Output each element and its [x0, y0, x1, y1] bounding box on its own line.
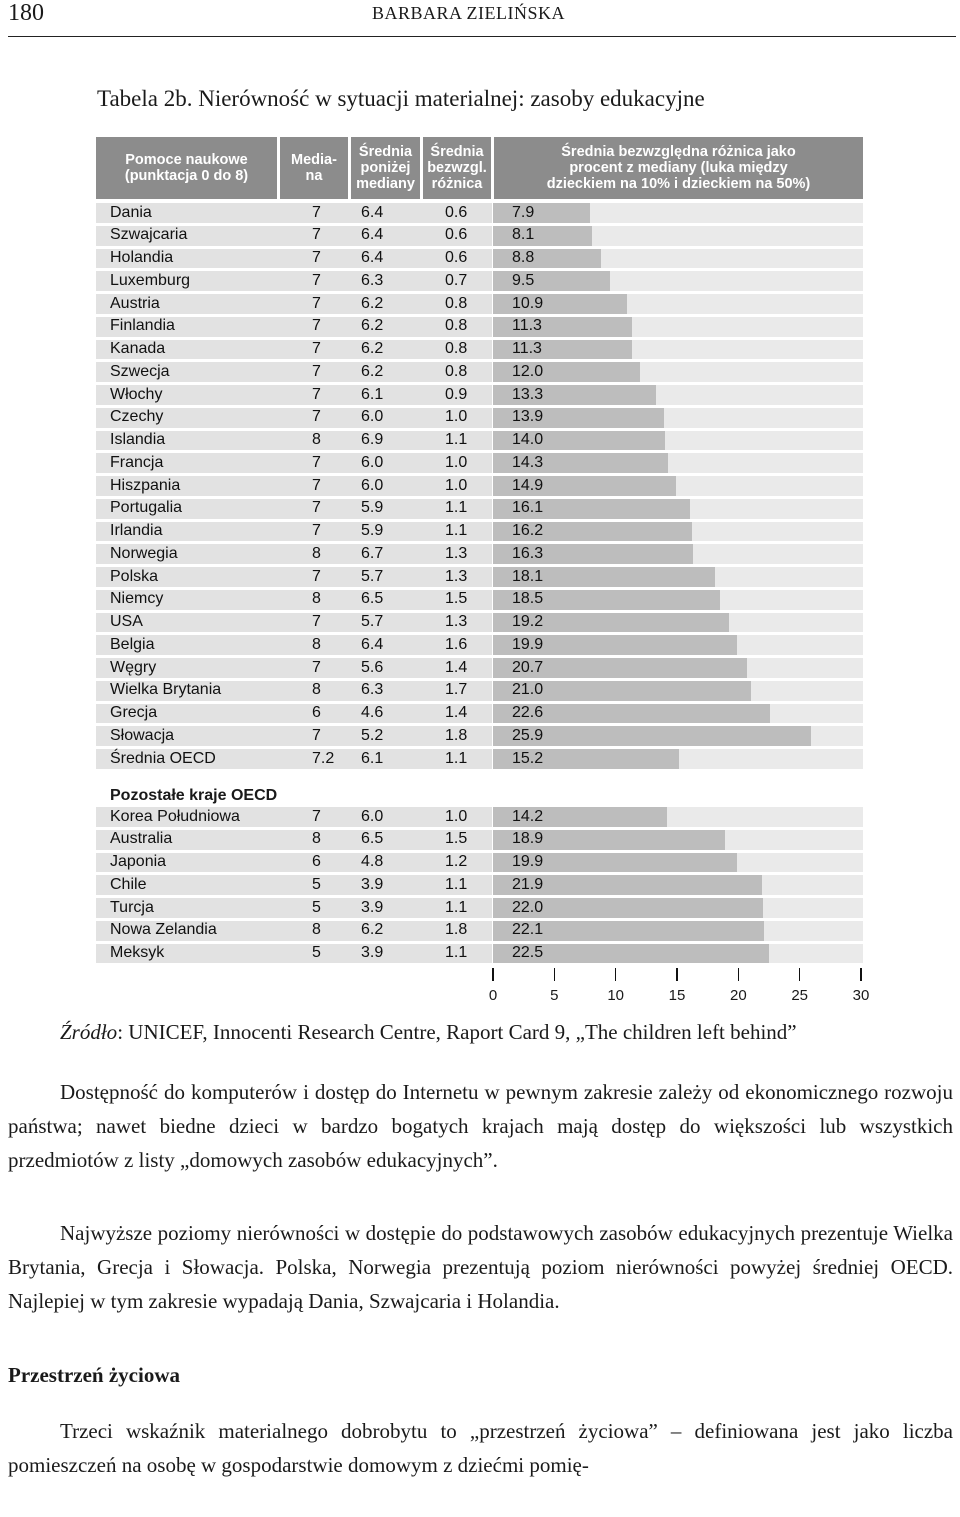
cell-median: 7: [312, 453, 321, 471]
gap-bar: [493, 271, 610, 291]
page-number: 180: [8, 0, 44, 26]
cell-abs-difference: 1.5: [445, 590, 468, 608]
cell-country: Polska: [110, 567, 159, 585]
cell-below-median: 3.9: [361, 944, 384, 961]
cell-median: 7: [312, 340, 321, 357]
cell-median: 6: [312, 704, 321, 721]
axis-tick-label: 5: [550, 987, 559, 1004]
cell-gap-value: 14.9: [512, 476, 544, 494]
cell-abs-difference: 0.7: [445, 271, 468, 289]
cell-below-median: 6.5: [361, 590, 384, 608]
cell-median: 8: [312, 431, 321, 448]
cell-country: Meksyk: [110, 944, 165, 961]
cell-below-median: 5.7: [361, 567, 384, 585]
cell-median: 8: [312, 544, 321, 562]
header-abs-difference-line: bezwzgl.: [427, 160, 487, 176]
cell-gap-value: 14.3: [512, 453, 544, 471]
axis-tick-label: 25: [791, 987, 808, 1004]
cell-gap-value: 13.3: [512, 385, 544, 403]
cell-median: 7: [312, 317, 321, 335]
cell-gap-value: 22.5: [512, 944, 544, 961]
axis-tick: [799, 968, 801, 981]
cell-below-median: 4.8: [361, 853, 384, 870]
cell-gap-value: 9.5: [512, 271, 535, 289]
cell-median: 5: [312, 898, 321, 916]
cell-country: Portugalia: [110, 499, 183, 517]
cell-country: Luxemburg: [110, 271, 191, 289]
cell-median: 8: [312, 635, 321, 653]
cell-median: 7: [312, 613, 321, 630]
cell-abs-difference: 1.0: [445, 807, 468, 825]
other-section-title: Pozostałe kraje OECD: [110, 787, 278, 804]
cell-below-median: 6.5: [361, 830, 384, 848]
table-row: [96, 875, 492, 895]
cell-abs-difference: 1.8: [445, 921, 468, 939]
cell-gap-value: 19.2: [512, 613, 544, 630]
running-head: [0, 0, 960, 40]
cell-abs-difference: 1.4: [445, 704, 468, 721]
cell-country: USA: [110, 613, 143, 630]
cell-country: Korea Południowa: [110, 807, 240, 825]
source-label: Źródło: [60, 1020, 118, 1044]
cell-gap-value: 18.9: [512, 830, 544, 848]
cell-country: Dania: [110, 203, 152, 221]
cell-below-median: 4.6: [361, 704, 384, 721]
axis-tick: [615, 968, 617, 981]
cell-median: 7: [312, 385, 321, 403]
cell-country: Włochy: [110, 385, 163, 403]
cell-below-median: 6.4: [361, 249, 384, 266]
cell-gap-value: 11.3: [512, 340, 542, 357]
table-row: [96, 203, 492, 223]
cell-gap-value: 13.9: [512, 408, 544, 426]
axis-tick-label: 10: [607, 987, 624, 1004]
header-below-median-line: poniżej: [360, 160, 411, 176]
cell-below-median: 6.0: [361, 408, 384, 426]
cell-abs-difference: 0.8: [445, 317, 468, 335]
cell-abs-difference: 1.1: [445, 431, 468, 448]
cell-median: 7: [312, 226, 321, 244]
header-gap-percent-line: Średnia bezwzględna różnica jako: [561, 144, 796, 160]
cell-median: 5: [312, 875, 321, 893]
cell-below-median: 6.4: [361, 635, 384, 653]
cell-median: 7: [312, 567, 321, 585]
cell-gap-value: 18.5: [512, 590, 544, 608]
cell-abs-difference: 1.1: [445, 499, 468, 517]
cell-abs-difference: 1.1: [445, 522, 468, 539]
cell-median: 7: [312, 294, 321, 312]
cell-gap-value: 22.0: [512, 898, 544, 916]
axis-tick: [676, 968, 678, 981]
cell-country: Finlandia: [110, 317, 175, 335]
cell-gap-value: 10.9: [512, 294, 544, 312]
cell-gap-value: 8.1: [512, 226, 535, 244]
cell-abs-difference: 0.6: [445, 249, 468, 266]
cell-median: 7: [312, 362, 321, 380]
cell-abs-difference: 0.8: [445, 340, 468, 357]
cell-median: 8: [312, 681, 321, 699]
cell-below-median: 5.7: [361, 613, 384, 630]
cell-gap-value: 11.3: [512, 317, 542, 335]
cell-below-median: 6.0: [361, 807, 384, 825]
cell-below-median: 6.2: [361, 294, 384, 312]
cell-abs-difference: 1.5: [445, 830, 468, 848]
paragraph-1: Dostępność do komputerów i dostęp do Internetu w pewnym zakresie zależy od ekonomicznego rozwoju państwa; nawet biedne dzieci w bardzo bogatych krajach mają dostęp do większości lub wszystkich przedmiotów z listy „domowych zasobów edukacyjnych”.: [8, 1080, 953, 1172]
axis-tick-label: 20: [729, 987, 747, 1004]
cell-median: 8: [312, 830, 321, 848]
cell-below-median: 6.4: [361, 226, 384, 244]
cell-gap-value: 14.2: [512, 807, 544, 825]
cell-below-median: 6.2: [361, 317, 384, 335]
cell-gap-value: 15.2: [512, 749, 544, 767]
paragraph-3: Trzeci wskaźnik materialnego dobrobytu to „przestrzeń życiowa” – definiowana jest jako liczba pomieszczeń na osobę w gospodarstwie domowym z dziećmi pomię-: [8, 1419, 953, 1477]
header-country-line: Pomoce naukowe: [125, 152, 248, 168]
cell-median: 7: [312, 408, 321, 426]
cell-abs-difference: 1.1: [445, 898, 468, 916]
cell-abs-difference: 0.9: [445, 385, 468, 403]
source-note: [60, 1020, 797, 1045]
cell-below-median: 6.2: [361, 340, 384, 357]
table-row: [96, 613, 492, 633]
cell-abs-difference: 1.0: [445, 453, 468, 471]
cell-gap-value: 8.8: [512, 249, 535, 266]
cell-gap-value: 16.2: [512, 522, 544, 539]
cell-median: 7: [312, 499, 321, 517]
cell-country: Kanada: [110, 340, 166, 357]
header-abs-difference-line: Średnia: [430, 144, 484, 160]
cell-median: 7: [312, 726, 321, 744]
axis-tick: [738, 968, 740, 981]
cell-abs-difference: 1.4: [445, 658, 468, 676]
cell-below-median: 6.4: [361, 203, 384, 221]
cell-below-median: 6.9: [361, 431, 384, 448]
cell-abs-difference: 0.6: [445, 203, 468, 221]
cell-below-median: 3.9: [361, 875, 384, 893]
cell-country: Szwecja: [110, 362, 170, 380]
cell-country: Słowacja: [110, 726, 175, 744]
axis-tick-label: 0: [488, 987, 498, 1004]
cell-abs-difference: 0.8: [445, 362, 468, 380]
cell-median: 6: [312, 853, 321, 870]
cell-below-median: 6.2: [361, 921, 384, 939]
cell-gap-value: 19.9: [512, 853, 544, 870]
source-text: : UNICEF, Innocenti Research Centre, Raport Card 9, „The children left behind”: [117, 1020, 797, 1044]
cell-below-median: 6.0: [361, 476, 384, 494]
cell-median: 7: [312, 658, 321, 676]
cell-abs-difference: 0.8: [445, 294, 468, 312]
cell-abs-difference: 1.1: [445, 944, 468, 961]
header-gap-percent-line: procent z mediany (luka między: [569, 160, 788, 176]
cell-gap-value: 22.1: [512, 921, 544, 939]
running-head-author: BARBARA ZIELIŃSKA: [372, 3, 566, 23]
cell-below-median: 6.0: [361, 453, 384, 471]
header-gap-percent-line: dzieckiem na 10% i dzieckiem na 50%): [546, 176, 811, 192]
header-country-line: (punktacja 0 do 8): [124, 168, 249, 184]
cell-abs-difference: 1.3: [445, 567, 468, 585]
cell-abs-difference: 1.7: [445, 681, 468, 699]
cell-gap-value: 16.1: [512, 499, 544, 517]
cell-country: Francja: [110, 453, 164, 471]
cell-gap-value: 18.1: [512, 567, 544, 585]
paragraph-2: Najwyższe poziomy nierówności w dostępie do podstawowych zasobów edukacyjnych prezentuje Wielka Brytania, Grecja i Słowacja. Polska, Norwegia prezentują poziom nierówności powyżej średniej OECD. Najlepiej w tym zakresie wypadają Dania, Szwajcaria i Holandia.: [8, 1221, 953, 1313]
cell-country: Islandia: [110, 431, 166, 448]
table-caption: Tabela 2b. Nierówność w sytuacji materialnej: zasoby edukacyjne: [97, 86, 705, 111]
cell-country: Holandia: [110, 249, 174, 266]
cell-country: Irlandia: [110, 522, 163, 539]
axis-tick: [554, 968, 556, 981]
cell-country: Grecja: [110, 704, 158, 721]
table-row: [96, 635, 492, 655]
cell-gap-value: 16.3: [512, 544, 544, 562]
cell-below-median: 5.2: [361, 726, 384, 744]
cell-below-median: 6.2: [361, 362, 384, 380]
cell-country: Niemcy: [110, 590, 164, 608]
cell-country: Szwajcaria: [110, 226, 188, 244]
cell-below-median: 3.9: [361, 898, 384, 916]
cell-median: 7: [312, 522, 321, 539]
axis-tick-label: 30: [852, 987, 870, 1004]
cell-below-median: 6.1: [361, 749, 384, 767]
cell-below-median: 6.1: [361, 385, 384, 403]
cell-abs-difference: 0.6: [445, 226, 468, 244]
axis-tick: [860, 968, 862, 981]
cell-country: Japonia: [110, 853, 167, 870]
cell-gap-value: 20.7: [512, 658, 544, 676]
cell-country: Austria: [110, 294, 160, 312]
header-below-median-line: Średnia: [358, 144, 413, 160]
cell-median: 7: [312, 271, 321, 289]
cell-abs-difference: 1.3: [445, 544, 468, 562]
cell-country: Węgry: [110, 658, 157, 676]
cell-country: Nowa Zelandia: [110, 921, 217, 939]
cell-gap-value: 19.9: [512, 635, 544, 653]
cell-median: 7.2: [312, 749, 335, 767]
cell-below-median: 6.7: [361, 544, 384, 562]
cell-below-median: 5.6: [361, 658, 384, 676]
cell-country: Belgia: [110, 635, 155, 653]
section-heading: Przestrzeń życiowa: [8, 1363, 180, 1387]
cell-gap-value: 21.0: [512, 681, 544, 699]
cell-below-median: 5.9: [361, 499, 384, 517]
header-rule: [8, 36, 956, 37]
axis-tick: [492, 968, 494, 981]
cell-abs-difference: 1.6: [445, 635, 468, 653]
cell-median: 7: [312, 203, 321, 221]
gap-bar: [493, 203, 590, 223]
cell-below-median: 6.3: [361, 271, 384, 289]
cell-country: Australia: [110, 830, 173, 848]
gap-bar: [493, 226, 592, 246]
cell-median: 8: [312, 590, 321, 608]
cell-country: Czechy: [110, 408, 164, 426]
cell-gap-value: 25.9: [512, 726, 544, 744]
cell-country: Średnia OECD: [110, 749, 216, 767]
cell-abs-difference: 1.3: [445, 613, 468, 630]
cell-country: Norwegia: [110, 544, 178, 562]
cell-gap-value: 7.9: [512, 203, 535, 221]
cell-abs-difference: 1.1: [445, 875, 468, 893]
gap-bar: [493, 249, 601, 269]
cell-gap-value: 21.9: [512, 875, 544, 893]
cell-median: 7: [312, 807, 321, 825]
header-median-line: Media-: [291, 152, 337, 168]
cell-country: Hiszpania: [110, 476, 181, 494]
cell-abs-difference: 1.2: [445, 853, 468, 870]
cell-median: 8: [312, 921, 321, 939]
cell-gap-value: 14.0: [512, 431, 544, 448]
cell-median: 5: [312, 944, 321, 961]
cell-abs-difference: 1.0: [445, 476, 468, 494]
header-abs-difference-line: różnica: [431, 176, 483, 192]
cell-gap-value: 12.0: [512, 362, 544, 380]
cell-abs-difference: 1.0: [445, 408, 468, 426]
table-row: [96, 898, 492, 918]
header-median-line: na: [305, 168, 323, 184]
axis-tick-label: 15: [668, 987, 686, 1004]
cell-below-median: 6.3: [361, 681, 384, 699]
cell-country: Turcja: [110, 898, 154, 916]
cell-median: 7: [312, 249, 321, 266]
cell-country: Chile: [110, 875, 147, 893]
cell-country: Wielka Brytania: [110, 681, 222, 699]
cell-median: 7: [312, 476, 321, 494]
header-below-median-line: mediany: [356, 176, 415, 192]
cell-below-median: 5.9: [361, 522, 384, 539]
cell-abs-difference: 1.1: [445, 749, 468, 767]
cell-abs-difference: 1.8: [445, 726, 468, 744]
cell-gap-value: 22.6: [512, 704, 544, 721]
